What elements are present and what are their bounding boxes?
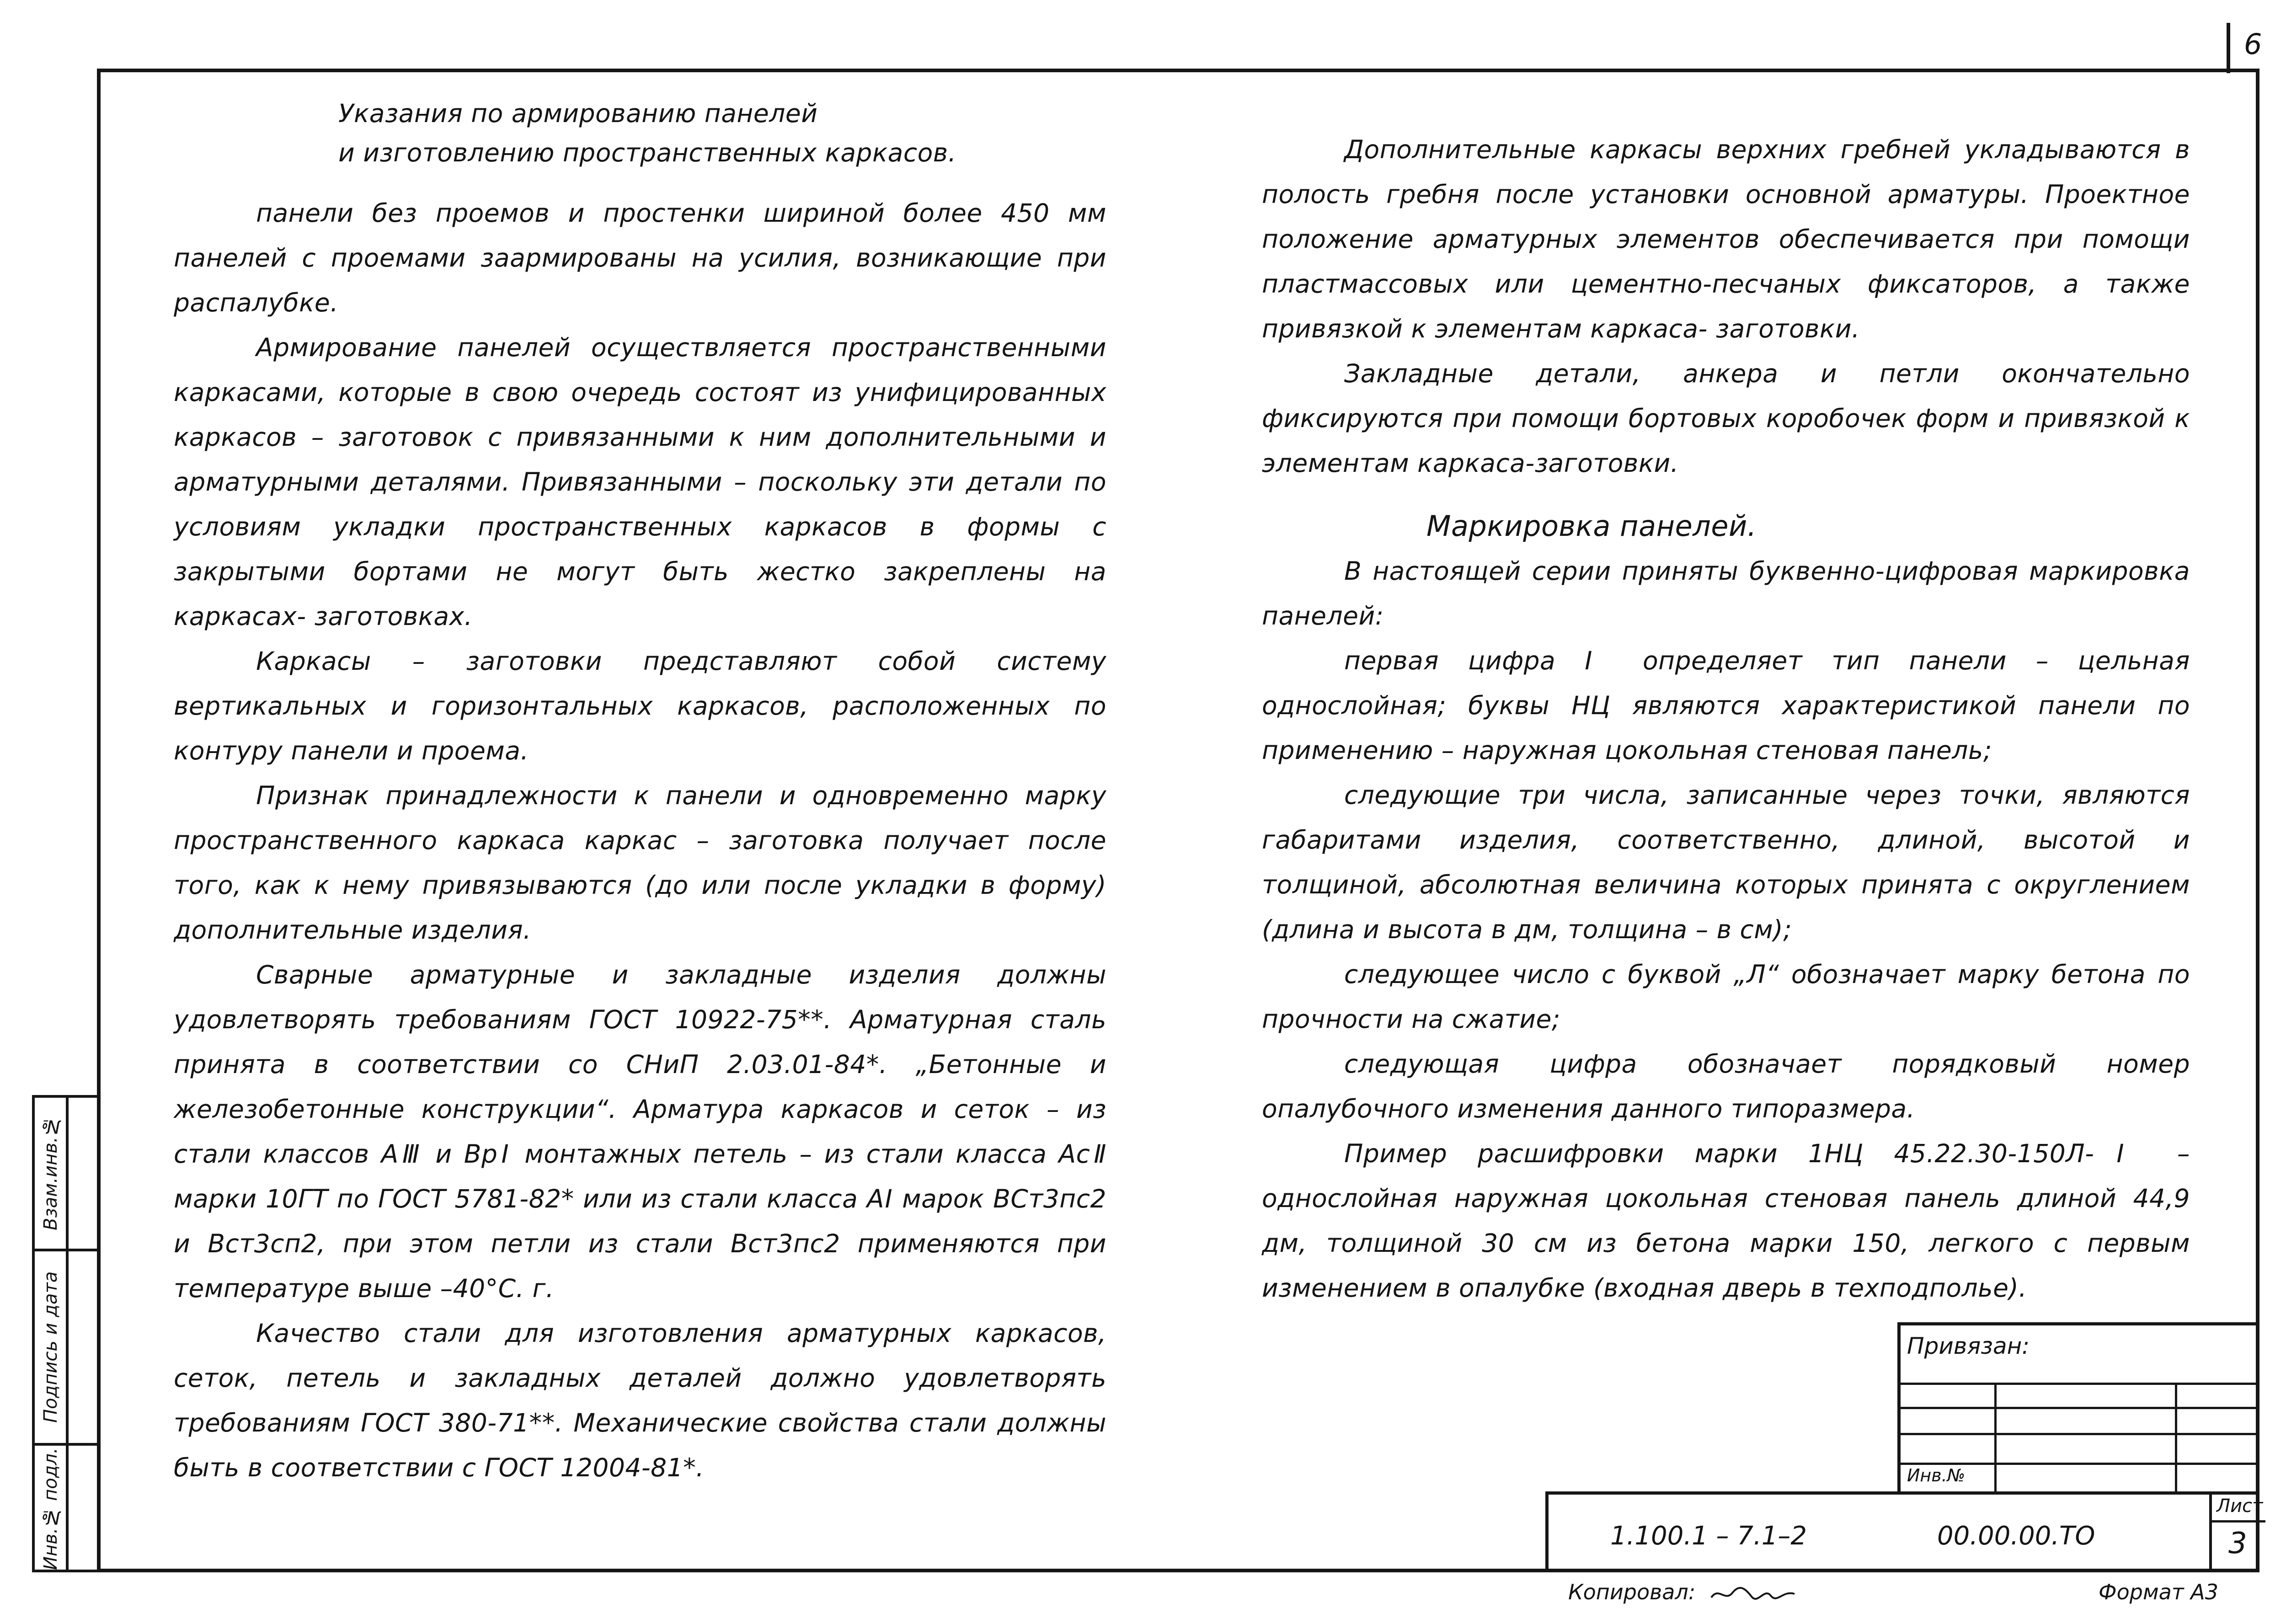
inventory-number-label: Инв.№ bbox=[1907, 1465, 1966, 1485]
title-stamp bbox=[1545, 1491, 2263, 1572]
tie-in-stamp bbox=[1897, 1322, 2259, 1491]
grid-line bbox=[1994, 1383, 1997, 1491]
grid-line bbox=[1901, 1407, 2259, 1409]
paragraph: В настоящей серии приняты буквенно-цифровая маркировка панелей: bbox=[1262, 556, 2190, 630]
copied-by-label: Копировал: bbox=[1568, 1580, 1696, 1604]
paragraph: Каркасы – заготовки представляют собой систему вертикальных и горизонтальных каркасов, расположенных по контуру панели и проема. bbox=[174, 646, 1106, 765]
paragraph: следующие три числа, записанные через точки, являются габаритами изделия, соответственно, длиной, высотой и толщиной, абсолютная величина которых принята с округлением (длина и высота в дм, толщина – в см); bbox=[1262, 780, 2190, 944]
grid-line bbox=[1901, 1383, 2259, 1385]
paragraph: следующая цифра обозначает порядковый номер опалубочного изменения данного типоразмера. bbox=[1262, 1049, 2190, 1123]
paragraph: Армирование панелей осуществляется пространственными каркасами, которые в свою очередь состоят из унифицированных каркасов – заготовок с привязанными к ним дополнительными и арматурными деталями. Привязанными – поскольку эти детали по условиям укладки пространственных каркасов в формы с закрытыми бортами не могут быть жестко закреплены на каркасах- заготовках. bbox=[174, 333, 1106, 631]
paragraph: следующее число с буквой „Л“ обозначает марку бетона по прочности на сжатие; bbox=[1262, 960, 2190, 1034]
copied-by bbox=[1568, 1580, 1796, 1604]
paragraph: Пример расшифровки марки 1НЦ 45.22.30-150Л-Ⅰ – однослойная наружная цокольная стеновая панель длиной 44,9 дм, толщиной 30 см из бетона марки 150, легкого с первым изменением в опалубке (входная дверь в техподполье). bbox=[1262, 1139, 2190, 1303]
title-line-2: и изготовлению пространственных каркасов. bbox=[338, 138, 956, 167]
grid-line bbox=[2175, 1383, 2177, 1491]
side-stamp-divider bbox=[66, 1098, 69, 1570]
series-code: 1.100.1 – 7.1–2 bbox=[1610, 1521, 1807, 1551]
format-label: Формат А3 bbox=[2099, 1580, 2218, 1604]
grid-line bbox=[2212, 1520, 2265, 1522]
paragraph: Признак принадлежности к панели и одновременно марку пространственного каркаса каркас – заготовка получает после того, как к нему привязываются (до или после укладки в форму) дополнительные изделия. bbox=[174, 781, 1106, 945]
page-number: 6 bbox=[2244, 27, 2262, 61]
document-code: 00.00.00.ТО bbox=[1937, 1521, 2095, 1551]
paragraph: панели без проемов и простенки шириной более 450 мм панелей с проемами заармированы на усилия, возникающие при распалубке. bbox=[174, 198, 1106, 317]
replaced-inventory-label: Взам.инв.№ bbox=[40, 1116, 61, 1231]
section-heading: Маркировка панелей. bbox=[1426, 509, 1757, 543]
signature-mark bbox=[1709, 1584, 1796, 1604]
left-column bbox=[174, 94, 1106, 1490]
signature-date-label: Подпись и дата bbox=[40, 1271, 61, 1423]
sheet-number-cell bbox=[2209, 1495, 2265, 1572]
paragraph: Дополнительные каркасы верхних гребней укладываются в полость гребня после установки основной арматуры. Проектное положение арматурных элементов обеспечивается при помощи пластмассовых или цементно-песчаных фиксаторов, а также привязкой к элементам каркаса- заготовки. bbox=[1262, 135, 2190, 343]
document-title bbox=[338, 94, 1106, 172]
side-stamp bbox=[32, 1095, 97, 1572]
paragraph: Качество стали для изготовления арматурных каркасов, сеток, петель и закладных деталей должно удовлетворять требованиям ГОСТ 380-71**. Механические свойства стали должны быть в соответствии с ГОСТ 12004-81*. bbox=[174, 1319, 1106, 1482]
grid-line bbox=[1901, 1463, 2259, 1465]
title-line-1: Указания по армированию панелей bbox=[338, 99, 818, 128]
paragraph: Закладные детали, анкера и петли окончательно фиксируются при помощи бортовых коробочек форм и привязкой к элементам каркаса-заготовки. bbox=[1262, 359, 2190, 478]
right-column bbox=[1262, 127, 2190, 1310]
paragraph: Сварные арматурные и закладные изделия должны удовлетворять требованиям ГОСТ 10922-75**. Арматурная сталь принята в соответствии со СНиП 2.03.01-84*. „Бетонные и железобетонные конструкции“. Арматура каркасов и сеток – из стали классов АⅢ и ВрⅠ монтажных петель – из стали класса АсⅡ марки 10ГТ по ГОСТ 5781-82* или из стали класса АⅠ марок ВСт3пс2 и Вст3сп2, при этом петли из стали Вст3пс2 применяются при температуре выше –40°С. г. bbox=[174, 960, 1106, 1303]
sheet-number: 3 bbox=[2228, 1527, 2247, 1560]
sheet-label: Лист bbox=[2217, 1496, 2263, 1517]
tie-in-label: Привязан: bbox=[1907, 1333, 2030, 1359]
grid-line bbox=[1901, 1433, 2259, 1435]
page-number-box bbox=[2227, 23, 2286, 73]
original-inventory-label: Инв.№ подл. bbox=[40, 1448, 61, 1571]
paragraph: первая цифра Ⅰ определяет тип панели – цельная однослойная; буквы НЦ являются характеристикой панели по применению – наружная цокольная стеновая панель; bbox=[1262, 646, 2190, 765]
